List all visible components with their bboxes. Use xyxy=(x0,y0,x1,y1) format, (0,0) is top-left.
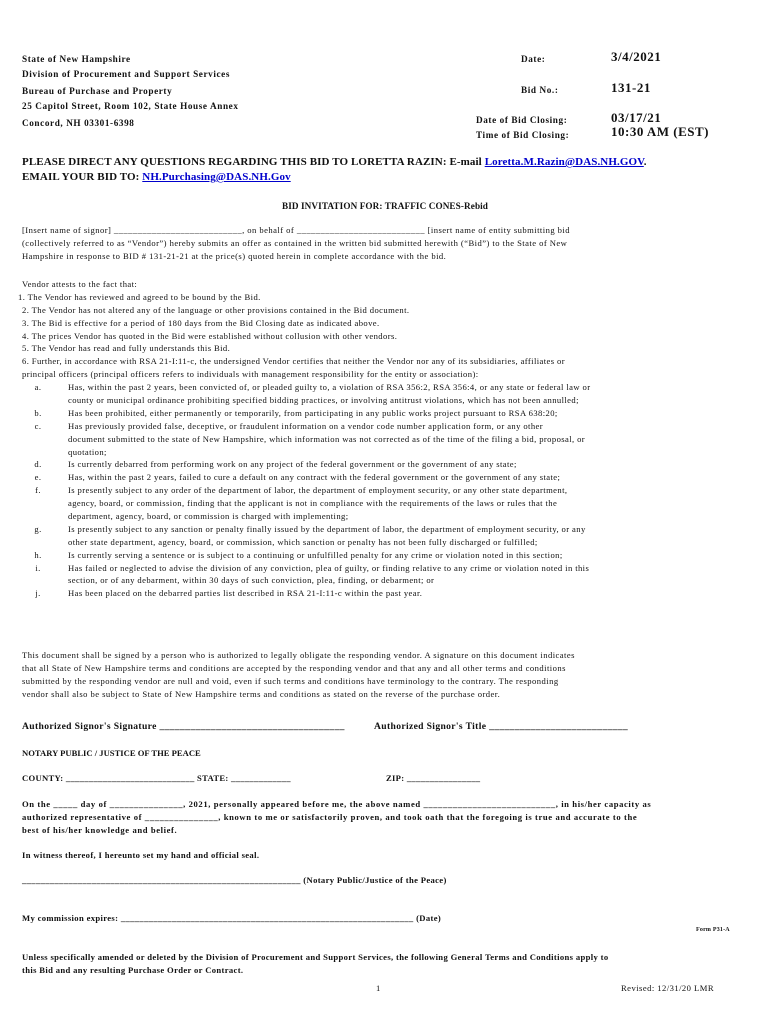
sub-item-letter: c. xyxy=(34,420,42,431)
closing-time-value: 10:30 AM (EST) xyxy=(611,124,709,139)
signature-para-line: submitted by the responding vendor are null and void, even if such terms and conditions have terminology to the contrary. The responding xyxy=(22,675,559,686)
date-label: Date: xyxy=(521,54,546,64)
page-number: 1 xyxy=(376,983,381,993)
sub-item-letter: d. xyxy=(34,459,42,470)
sub-item-line: agency, board, or commission, finding that the applicant is not in compliance with the requirements of the laws or rules that the xyxy=(68,498,558,509)
attest-item: 3. The Bid is effective for a period of 180 days from the Bid Closing date as indicated above. xyxy=(22,317,380,328)
sub-item-h xyxy=(22,549,746,562)
attest-item: 1. The Vendor has reviewed and agreed to be bound by the Bid. xyxy=(18,291,261,302)
contact-line-2 xyxy=(22,171,291,183)
intro-line: [Insert name of signor] ___________________________, on behalf of ___________________________ [insert name of entity submitting bid xyxy=(22,225,571,235)
contact-suffix: . xyxy=(643,156,647,168)
sub-item-letter: g. xyxy=(34,523,42,534)
attest-item: 5. The Vendor has read and fully understands this Bid. xyxy=(22,343,231,354)
sub-item-letter: i. xyxy=(35,562,41,573)
sub-item-line: Is currently debarred from performing work on any project of the federal government or the government of any state; xyxy=(68,459,517,470)
org-address-block xyxy=(22,52,239,131)
sub-item-i xyxy=(22,562,746,588)
sub-item-line: Has, within the past 2 years, failed to cure a default on any contract with the federal government or the government of any state; xyxy=(68,472,561,483)
signor-title-field[interactable]: Authorized Signor's Title ___________________________ xyxy=(374,721,629,732)
certification-sublist xyxy=(22,381,746,600)
sub-item-line: section, or of any debarment, within 30 days of such conviction, plea, finding, or debarment; or xyxy=(68,575,435,586)
oath-line: best of his/her knowledge and belief. xyxy=(22,824,178,835)
date-value: 3/4/2021 xyxy=(611,49,662,64)
intro-line: Hampshire in response to BID # 131-21-21 at the price(s) quoted herein in complete accordance with the bid. xyxy=(22,250,447,261)
signature-para-line: vendor shall also be subject to State of New Hampshire terms and conditions as stated on the reverse of the purchase order. xyxy=(22,688,501,699)
attest-item: 2. The Vendor has not altered any of the language or other provisions contained in the Bid document. xyxy=(22,304,410,315)
revision-note: Revised: 12/31/20 LMR xyxy=(621,983,714,993)
county-state-field[interactable]: COUNTY: ____________________________ STATE: _____________ xyxy=(22,773,291,783)
org-line: Concord, NH 03301-6398 xyxy=(22,118,135,128)
sub-item-line: county or municipal ordinance prohibiting specified bidding practices, or involving antitrust violations, which has not been annulled; xyxy=(68,394,579,405)
sub-item-line: Has, within the past 2 years, been convicted of, or pleaded guilty to, a violation of RSA 356:2, RSA 356:4, or any state or federal law or xyxy=(68,382,591,392)
oath-line: On the _____ day of _______________, 2021, personally appeared before me, the above named ___________________________, in his/her capacity as xyxy=(22,799,652,809)
sub-item-j xyxy=(22,587,746,600)
terms-line: Unless specifically amended or deleted by the Division of Procurement and Support Services, the following General Terms and Conditions apply to xyxy=(22,952,609,962)
org-line: State of New Hampshire xyxy=(22,54,131,64)
oath-line: authorized representative of _______________, known to me or satisfactorily proven, and took oath that the foregoing is true and accurate to the xyxy=(22,811,638,822)
sub-item-line: Is presently subject to any order of the department of labor, the department of employment security, or any other state department, xyxy=(68,485,568,496)
sub-item-letter: j. xyxy=(35,588,41,599)
sub-item-d xyxy=(22,458,746,471)
intro-line: (collectively referred to as “Vendor”) hereby submits an offer as contained in the written bid submitted herewith (“Bid”) to the State of New xyxy=(22,237,568,248)
terms-paragraph xyxy=(22,951,746,977)
org-line: Bureau of Purchase and Property xyxy=(22,86,173,96)
bid-title: BID INVITATION FOR: TRAFFIC CONES-Rebid xyxy=(281,201,489,211)
sub-item-a xyxy=(22,381,746,407)
sub-item-line: Is currently serving a sentence or is subject to a continuing or unfulfilled penalty for any crime or violation noted in this section; xyxy=(68,549,563,560)
org-line: 25 Capitol Street, Room 102, State House Annex xyxy=(22,101,239,111)
notary-signature-field[interactable]: ____________________________________________________________ (Notary Public/Justice of the Peace) xyxy=(22,875,447,885)
sub-item-letter: a. xyxy=(34,382,42,392)
closing-date-value: 03/17/21 xyxy=(611,110,662,125)
sub-item-f xyxy=(22,484,746,523)
signature-para-line: This document shall be signed by a person who is authorized to legally obligate the responding vendor. A signature on this document indicates xyxy=(22,650,575,660)
intro-paragraph xyxy=(22,224,746,263)
sub-item-line: quotation; xyxy=(68,446,107,457)
terms-line: this Bid and any resulting Purchase Order or Contract. xyxy=(22,964,244,975)
bid-no-value: 131-21 xyxy=(611,80,651,95)
signature-para-line: that all State of New Hampshire terms and conditions are accepted by the responding vendor and that any and all other terms and conditions xyxy=(22,662,566,673)
sub-item-b xyxy=(22,407,746,420)
attest-item: 6. Further, in accordance with RSA 21-I:11-c, the undersigned Vendor certifies that neither the Vendor nor any of its subsidiaries, affiliates or xyxy=(22,356,565,367)
sub-item-letter: f. xyxy=(35,485,41,496)
sub-item-line: other state department, agency, board, or commission, which sanction or penalty has not been fully discharged or fulfilled; xyxy=(68,536,538,547)
submit-prefix: EMAIL YOUR BID TO: xyxy=(22,171,143,183)
zip-field[interactable]: ZIP: ________________ xyxy=(386,773,481,783)
notary-oath-paragraph xyxy=(22,798,746,837)
sub-item-line: Has previously provided false, deceptive, or fraudulent information on a vendor code number application form, or any other xyxy=(68,420,544,431)
signor-signature-field[interactable]: Authorized Signor's Signature ____________________________________ xyxy=(22,721,345,732)
sub-item-letter: e. xyxy=(34,472,42,483)
sub-item-c xyxy=(22,420,746,459)
commission-expires-field[interactable]: My commission expires: _______________________________________________________________ (Date) xyxy=(22,913,442,923)
bid-no-label: Bid No.: xyxy=(521,85,559,95)
sub-item-line: department, agency, board, or commission is charged with implementing; xyxy=(68,510,349,521)
attest-item: principal officers (principal officers refers to individuals with management responsibility for the entity or association): xyxy=(22,369,479,380)
submit-email-link[interactable]: NH.Purchasing@DAS.NH.Gov xyxy=(142,171,291,183)
signature-paragraph xyxy=(22,649,746,701)
sub-item-g xyxy=(22,523,746,549)
sub-item-line: Has failed or neglected to advise the division of any conviction, plea of guilty, or finding relative to any crime or violation noted in this xyxy=(68,562,590,573)
contact-prefix: PLEASE DIRECT ANY QUESTIONS REGARDING THIS BID TO LORETTA RAZIN: E-mail xyxy=(22,156,485,168)
sub-item-letter: b. xyxy=(34,407,42,418)
closing-date-label: Date of Bid Closing: xyxy=(476,115,568,125)
attests-heading: Vendor attests to the fact that: xyxy=(22,279,138,289)
sub-item-e xyxy=(22,471,746,484)
notary-heading: NOTARY PUBLIC / JUSTICE OF THE PEACE xyxy=(22,748,201,758)
sub-item-letter: h. xyxy=(34,549,42,560)
contact-line-1 xyxy=(22,156,647,168)
closing-time-label: Time of Bid Closing: xyxy=(476,130,570,140)
form-number: Form P31-A xyxy=(696,927,730,933)
sub-item-line: Has been placed on the debarred parties list described in RSA 21-I:11-c within the past year. xyxy=(68,588,423,599)
contact-email-link[interactable]: Loretta.M.Razin@DAS.NH.GOV xyxy=(484,156,644,168)
sub-item-line: Is presently subject to any sanction or penalty finally issued by the department of labor, the department of employment security, or any xyxy=(68,523,586,534)
sub-item-line: document submitted to the state of New Hampshire, which information was not corrected as of the time of the filing a bid, proposal, or xyxy=(68,433,586,444)
attest-item: 4. The prices Vendor has quoted in the Bid were established without collusion with other vendors. xyxy=(22,330,398,341)
sub-item-line: Has been prohibited, either permanently or temporarily, from participating in any public works project pursuant to RSA 638:20; xyxy=(68,407,558,418)
attests-list xyxy=(18,278,565,381)
witness-statement: In witness thereof, I hereunto set my hand and official seal. xyxy=(22,850,260,860)
org-line: Division of Procurement and Support Services xyxy=(22,69,231,79)
